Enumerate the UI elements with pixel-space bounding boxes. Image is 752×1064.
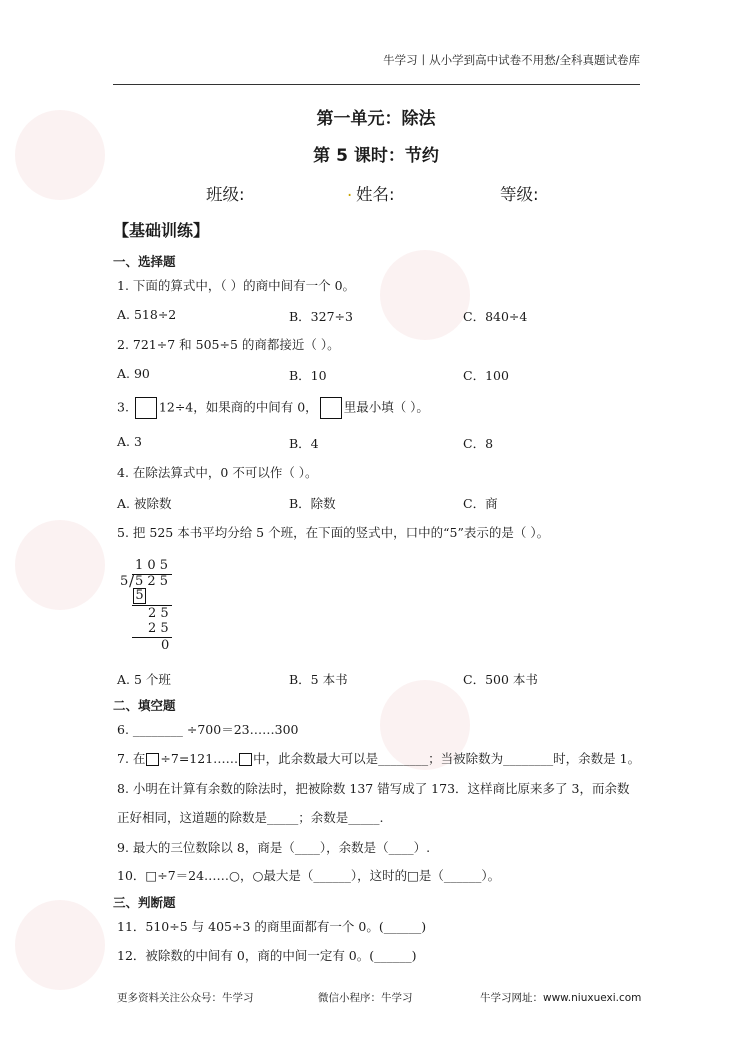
watermark-logo: [380, 250, 470, 340]
division-remainder-2: 2 5: [148, 621, 169, 636]
q3-text: 3. 12÷4，如果商的中间有 0， 里最小填（ ）。: [117, 397, 429, 419]
q11-text: 11．510÷5 与 405÷3 的商里面都有一个 0。(______): [117, 919, 427, 934]
division-bracket: /: [129, 572, 135, 590]
q7-text: 7. 在 ÷7=121…… 中，此余数最大可以是________；当被除数为________时，余数是 1。: [117, 751, 641, 766]
q1-option-a: A. 518÷2: [117, 307, 177, 322]
division-dividend: 5 2 5: [135, 574, 169, 589]
q4-option-b: B．除数: [289, 496, 336, 511]
q5-option-a: A. 5 个班: [117, 672, 171, 687]
q8-text-line2: 正好相同，这道题的除数是_____；余数是_____.: [117, 810, 384, 825]
part2-heading: 二、填空题: [113, 698, 176, 713]
part1-heading: 一、选择题: [113, 254, 176, 269]
q10-text: 10．□÷7＝24……○，○最大是（______），这时的□是（______）。: [117, 868, 501, 883]
division-box: 5: [133, 588, 146, 604]
division-quotient: 1 0 5: [135, 558, 169, 573]
footer-website: 牛学习网址：www.niuxuexi.com: [480, 992, 642, 1004]
division-divisor: 5: [120, 574, 129, 589]
q5-option-b: B．5 本书: [289, 672, 348, 687]
q5-text: 5. 把 525 本书平均分给 5 个班，在下面的竖式中，口中的“5”表示的是（ ）。: [117, 525, 550, 540]
q9-text: 9. 最大的三位数除以 8，商是（____），余数是（____）.: [117, 840, 431, 855]
q1-option-c: C．840÷4: [463, 309, 528, 324]
q2-option-b: B．10: [289, 368, 327, 383]
long-division: [118, 558, 178, 658]
watermark-logo: [15, 520, 105, 610]
class-label: 班级:: [206, 185, 245, 204]
unit-title: 第一单元：除法: [316, 109, 436, 129]
header-rule: [113, 84, 640, 85]
lesson-title: 第 5 课时：节约: [313, 146, 439, 166]
q12-text: 12．被除数的中间有 0，商的中间一定有 0。(______): [117, 948, 417, 963]
header-text: 牛学习丨从小学到高中试卷不用愁/全科真题试卷库: [383, 53, 640, 67]
watermark-logo: [15, 900, 105, 990]
info-dot: .: [347, 181, 353, 200]
q4-option-a: A. 被除数: [117, 496, 172, 511]
q8-text-line1: 8. 小明在计算有余数的除法时，把被除数 137 错写成了 173．这样商比原来多了 3，而余数: [117, 781, 630, 796]
grade-label: 等级:: [500, 185, 539, 204]
part3-heading: 三、判断题: [113, 895, 176, 910]
division-remainder-3: 0: [161, 638, 170, 653]
q3-blank-box: [135, 397, 157, 419]
q1-option-b: B．327÷3: [289, 309, 353, 324]
q3-blank-box: [320, 397, 342, 419]
q2-option-a: A. 90: [117, 366, 150, 381]
q3-option-a: A. 3: [117, 434, 142, 449]
q5-option-c: C．500 本书: [463, 672, 538, 687]
name-label: 姓名:: [356, 185, 395, 204]
q4-text: 4. 在除法算式中，0 不可以作（ ）。: [117, 465, 318, 480]
footer-wechat-account: 更多资料关注公众号：牛学习: [117, 992, 254, 1004]
q3-option-c: C．8: [463, 436, 494, 451]
q2-text: 2. 721÷7 和 505÷5 的商都接近（ ）。: [117, 337, 340, 352]
q6-text: 6. ________ ÷700＝23……300: [117, 722, 299, 737]
division-remainder-1: 2 5: [148, 606, 169, 621]
q3-option-b: B．4: [289, 436, 319, 451]
q2-option-c: C．100: [463, 368, 509, 383]
q7-box: [146, 753, 159, 766]
q4-option-c: C．商: [463, 496, 498, 511]
section-basic: 【基础训练】: [113, 221, 210, 240]
footer-mini-program: 微信小程序：牛学习: [318, 992, 413, 1004]
q1-text: 1. 下面的算式中，（ ）的商中间有一个 0。: [117, 278, 356, 293]
q7-box: [239, 753, 252, 766]
